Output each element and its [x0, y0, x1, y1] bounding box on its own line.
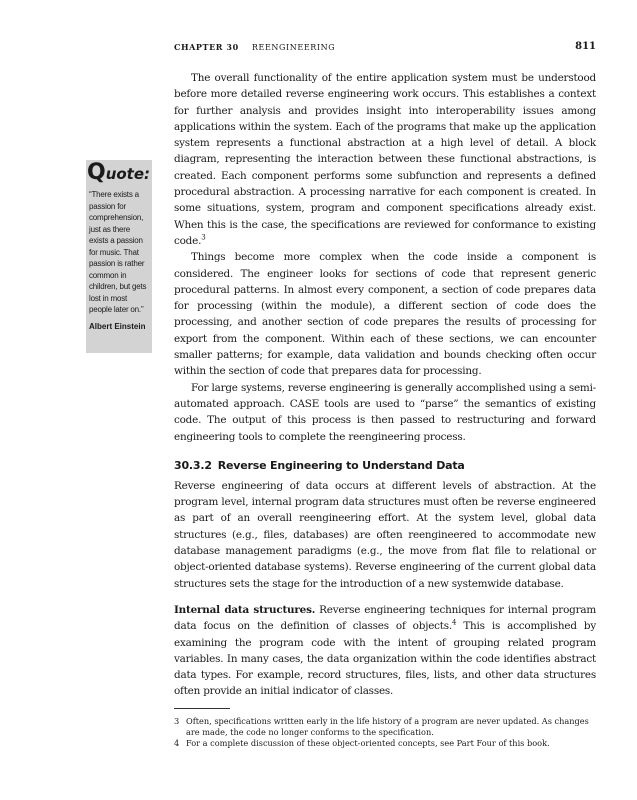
footnote-text: For a complete discussion of these object-oriented concepts, see Part Four of this book.	[186, 738, 550, 748]
footnote-text: Often, specifications written early in the life history of a program are never updated. As changes are made, the code no longer conforms to the specification.	[186, 716, 589, 737]
quote-label	[87, 160, 152, 185]
footnote-ref: 4	[452, 618, 457, 627]
footnotes	[174, 716, 596, 749]
chapter-title: REENGINEERING	[251, 43, 336, 52]
paragraph: For large systems, reverse engineering is generally accomplished using a semi-automated approach. CASE tools are used to “parse” the semantics of existing code. The output of this process is then passed to restructuring and forward engineering tools to complete the reengineering process.	[174, 381, 596, 443]
page-number: 811	[575, 41, 596, 52]
main-text-column	[174, 70, 596, 700]
quote-label-rest: uote:	[105, 165, 151, 183]
footnote	[174, 716, 596, 738]
chapter-label: CHAPTER 30	[174, 42, 239, 52]
section-title: Reverse Engineering to Understand Data	[217, 458, 465, 472]
quote-author: Albert Einstein	[89, 321, 146, 331]
quote-text: “There exists a passion for comprehension, just as there exists a passion for music. That passion is rather common in children, but gets lost in most people later on.”	[89, 190, 147, 314]
footnote-number: 4	[174, 738, 180, 748]
paragraph: Reverse engineering of data occurs at different levels of abstraction. At the program level, internal program data structures must often be reverse engineered as part of an overall reengineering effort. At the system level, global data structures (e.g., files, databases) are often reengineered to accommodate new database management paradigms (e.g., the move from flat file to relational or object-oriented database systems). Reverse engineering of the current global data structures sets the stage for the introduction of a new systemwide database.	[174, 479, 596, 590]
quote-sidebar	[86, 160, 152, 353]
footnote	[174, 738, 596, 749]
paragraph-text: The overall functionality of the entire application system must be understood before more detailed reverse engineering work occurs. This establishes a context for further analysis and provides insight into interoperability issues among applications within the system. Each of the programs that make up the application system represents a functional abstraction at a high level of detail. A block diagram, representing the interaction between these functional abstractions, is created. Each component performs some subfunction and represents a defined procedural abstraction. A processing narrative for each component is created. In some situations, system, program and component specifications already exist. When this is the case, the specifications are reviewed for conformance to existing code.	[174, 72, 596, 247]
paragraph	[174, 70, 596, 249]
runin-heading: Internal data structures.	[174, 603, 316, 616]
quote-label-initial: Q	[87, 160, 106, 185]
section-number: 30.3.2	[174, 458, 212, 472]
paragraph: Things become more complex when the code inside a component is considered. The engineer looks for sections of code that represent generic procedural patterns. In almost every component, a section of code prepares data for processing (within the module), a different section of code does the processing, and another section of code prepares the results of processing for export from the component. Within each of these sections, we can encounter smaller patterns; for example, data validation and bounds checking often occur within the section of code that prepares data for processing.	[174, 251, 596, 378]
paragraph-text: This is accomplished by examining the program code with the intent of grouping related program variables. In many cases, the data organization within the code identifies abstract data types. For example, record structures, files, lists, and other data structures often provide an initial indicator of classes.	[174, 620, 597, 698]
footnote-ref: 3	[201, 233, 206, 242]
running-head	[174, 42, 596, 56]
footnote-number: 3	[174, 716, 180, 726]
footnote-rule	[174, 708, 230, 709]
paragraph	[174, 602, 596, 700]
paragraph-text: Reverse engineering techniques for internal program data focus on the definition of classes of objects.	[174, 603, 596, 633]
section-heading	[174, 459, 596, 472]
